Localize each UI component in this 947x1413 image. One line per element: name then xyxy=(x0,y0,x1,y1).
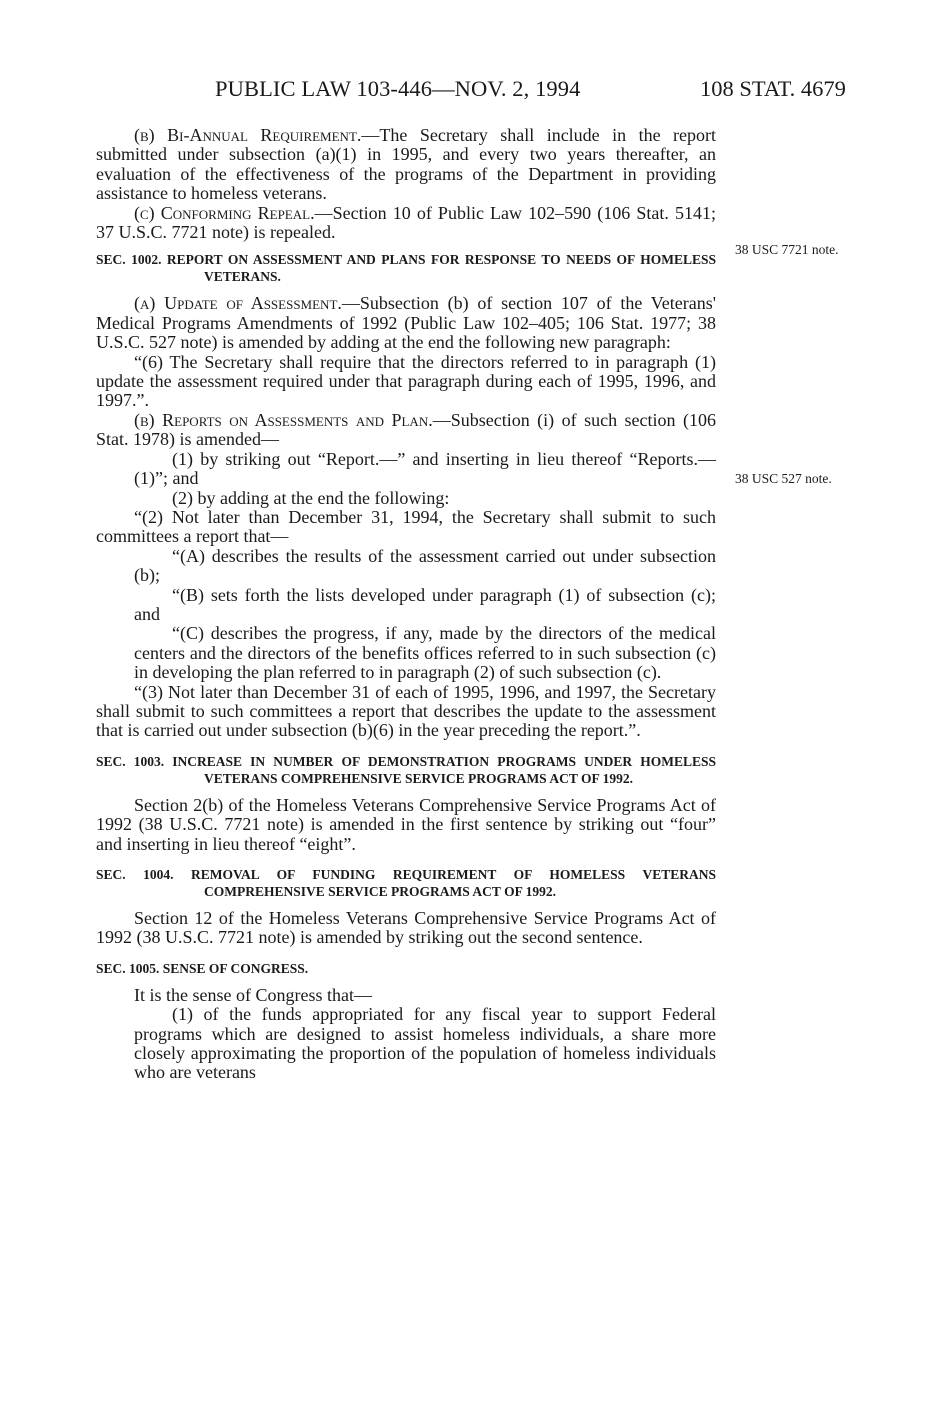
margin-note-38-usc-527: 38 USC 527 note. xyxy=(735,471,832,486)
subsection-heading: (b) Reports on Assessments and Plan. xyxy=(134,409,433,430)
subsection-heading: (a) Update of Assessment. xyxy=(134,293,342,314)
subsection-heading: (b) Bi-Annual Requirement. xyxy=(134,125,362,145)
paragraph-quoted-b: “(B) sets forth the lists developed under paragraph (1) of subsection (c); and xyxy=(134,584,716,624)
paragraph-bi-annual-requirement xyxy=(96,126,716,204)
paragraph-item-1: (1) by striking out “Report.—” and inserting in lieu thereof “Reports.—(1)”; and xyxy=(134,448,716,489)
paragraph-conforming-repeal xyxy=(96,204,716,243)
document-body xyxy=(96,126,716,1083)
paragraph-reports-on-assessments xyxy=(96,411,716,450)
paragraph-quoted-a: “(A) describes the results of the assessment carried out under subsection (b); xyxy=(134,545,716,586)
paragraph-text: —Section 10 of Public Law 102–590 (106 Stat. 5141; 37 U.S.C. 7721 note) is repealed. xyxy=(96,202,717,243)
paragraph-quoted-3: “(3) Not later than December 31 of each of 1995, 1996, and 1997, the Secretary shall submit to such committees a report that describes the update to the assessment that is carried out under subsection (b)(6) in the year preceding the report.”. xyxy=(96,681,716,741)
paragraph-section-1003: Section 2(b) of the Homeless Veterans Comprehensive Service Programs Act of 1992 (38 U.S.C. 7721 note) is amended in the first sentence by striking out “four” and inserting in lieu thereof “eight”. xyxy=(96,794,716,854)
paragraph-text: —Subsection (i) of such section (106 Stat. 1978) is amended— xyxy=(96,409,716,450)
paragraph-section-1004: Section 12 of the Homeless Veterans Comprehensive Service Programs Act of 1992 (38 U.S.C. 7721 note) is amended by striking out the second sentence. xyxy=(96,908,716,948)
paragraph-sense-of-congress: It is the sense of Congress that— xyxy=(134,984,372,1005)
section-heading-1004: SEC. 1004. REMOVAL OF FUNDING REQUIREMENT OF HOMELESS VETERANS COMPREHENSIVE SERVICE PROGRAMS ACT OF 1992. xyxy=(96,867,716,899)
paragraph-quoted-c: “(C) describes the progress, if any, made by the directors of the medical centers and the directors of the benefits offices referred to in such subsection (c) in developing the plan referred to in paragraph (2) of such subsection (c). xyxy=(134,623,716,683)
paragraph-item-2: (2) by adding at the end the following: xyxy=(172,487,450,508)
section-heading-1005: SEC. 1005. SENSE OF CONGRESS. xyxy=(96,960,309,976)
paragraph-quoted-6: “(6) The Secretary shall require that the directors referred to in paragraph (1) update the assessment required under that paragraph during each of 1995, 1996, and 1997.”. xyxy=(96,351,716,411)
section-heading-1002: SEC. 1002. REPORT ON ASSESSMENT AND PLANS FOR RESPONSE TO NEEDS OF HOMELESS VETERANS. xyxy=(96,252,716,285)
paragraph-item-1-funds: (1) of the funds appropriated for any fiscal year to support Federal programs which are designed to assist homeless individuals, a share more closely approximating the proportion of the population of homeless individuals who are veterans xyxy=(134,1004,716,1083)
margin-note-38-usc-7721: 38 USC 7721 note. xyxy=(735,242,839,257)
paragraph-text: —Subsection (b) of section 107 of the Veterans' Medical Programs Amendments of 1992 (Public Law 102–405; 106 Stat. 1977; 38 U.S.C. 527 note) is amended by adding at the end the following new paragraph: xyxy=(96,293,717,353)
section-heading-1003: SEC. 1003. INCREASE IN NUMBER OF DEMONSTRATION PROGRAMS UNDER HOMELESS VETERANS COMPREHENSIVE SERVICE PROGRAMS ACT OF 1992. xyxy=(96,753,716,786)
subsection-heading: (c) Conforming Repeal. xyxy=(134,202,315,223)
running-header-title: PUBLIC LAW 103-446—NOV. 2, 1994 xyxy=(215,76,581,101)
paragraph-text: —The Secretary shall include in the report submitted under subsection (a)(1) in 1995, and every two years thereafter, an evaluation of the effectiveness of the programs of the Department in providing assistance to homeless veterans. xyxy=(96,125,716,204)
paragraph-update-of-assessment xyxy=(96,294,716,352)
running-header-page-number: 108 STAT. 4679 xyxy=(700,76,846,101)
paragraph-quoted-2: “(2) Not later than December 31, 1994, the Secretary shall submit to such committees a report that— xyxy=(96,506,716,547)
